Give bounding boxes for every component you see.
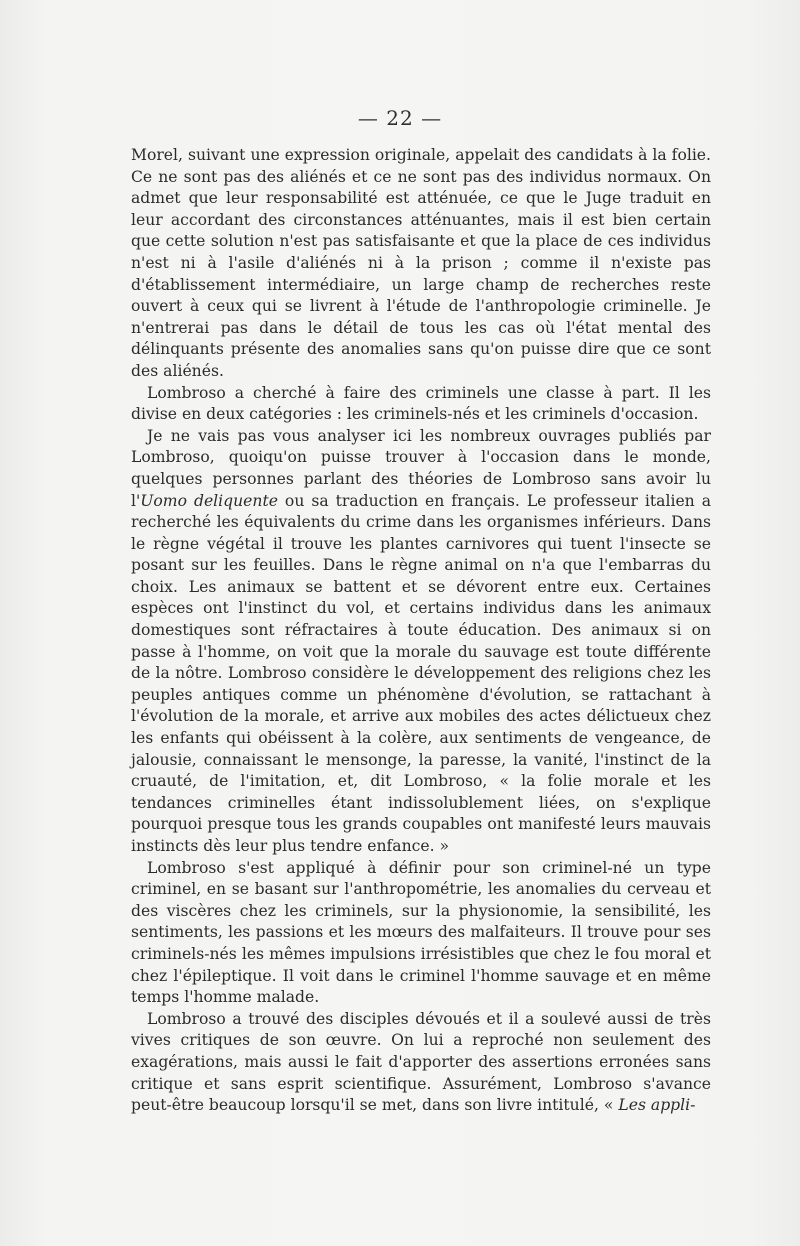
paragraph-lombroso-works bbox=[131, 426, 711, 858]
page-number: — 22 — bbox=[357, 106, 443, 130]
book-title-les-applications: Les appli- bbox=[618, 1096, 696, 1115]
paragraph-lombroso-works-rest: ou sa traduction en français. Le professeur italien a recherché les équivalents du crime dans les organismes inférieurs. Dans le règne végétal il trouve les plantes carnivores qui tuent l'insecte se posant sur les feuilles. Dans le règne animal on n'a que l'embarras du choix. Les animaux se battent et se dévorent entre eux. Certaines espèces ont l'instinct du vol, et certains individus dans les animaux domestiques sont réfractaires à toute éducation. Des animaux si on passe à l'homme, on voit que la morale du sauvage est toute différente de la nôtre. Lombroso considère le développement des religions chez les peuples antiques comme un phénomène d'évolution, se rattachant à l'évolution de la morale, et arrive aux mobiles des actes délictueux chez les enfants qui obéissent à la colère, aux sentiments de vengeance, de jalousie, connaissant le mensonge, la paresse, la vanité, l'instinct de la cruauté, de l'imitation, et, dit Lombroso, « la folie morale et les tendances criminelles étant indissolublement liées, on s'explique pourquoi presque tous les grands coupables ont manifesté leurs mauvais instincts dès leur plus tendre enfance. » bbox=[131, 491, 711, 855]
paragraph-lombroso-classes: Lombroso a cherché à faire des criminels une classe à part. Il les divise en deux catégories : les criminels-nés et les criminels d'occasion. bbox=[131, 383, 711, 424]
paragraph-lombroso-works-start: Je ne vais pas vous analyser ici les nombreux ouvrages publiés par Lombroso, quoiqu'on puisse trouver à l'occasion dans le monde, quelques personnes parlant des théories de Lombroso sans avoir lu l' bbox=[131, 426, 711, 510]
paragraph-criminal-type: Lombroso s'est appliqué à définir pour son criminel-né un type criminel, en se basant sur l'anthropométrie, les anomalies du cerveau et des viscères chez les criminels, sur la physionomie, la sensibilité, les sentiments, les passions et les mœurs des malfaiteurs. Il trouve pour ses criminels-nés les mêmes impulsions irrésistibles que chez le fou moral et chez l'épileptique. Il voit dans le criminel l'homme sauvage et en même temps l'homme malade. bbox=[131, 858, 711, 1007]
book-title-uomo-deliquente: Uomo deliquente bbox=[140, 491, 278, 510]
text-body bbox=[131, 145, 711, 1117]
paragraph-disciples bbox=[131, 1009, 711, 1117]
paragraph-disciples-text: Lombroso a trouvé des disciples dévoués et il a soulevé aussi de très vives critiques de son œuvre. On lui a reproché non seulement des exagérations, mais aussi le fait d'apporter des assertions erronées sans critique et sans esprit scientifique. Assurément, Lombroso s'avance peut-être beaucoup lorsqu'il se met, dans son livre intitulé, « bbox=[131, 1009, 711, 1115]
paragraph-morel: Morel, suivant une expression originale, appelait des candidats à la folie. Ce ne sont pas des aliénés et ce ne sont pas des individus normaux. On admet que leur responsabilité est atténuée, ce que le Juge traduit en leur accordant des circonstances atténuantes, mais il est bien certain que cette solution n'est pas satisfaisante et que la place de ces individus n'est ni à l'asile d'aliénés ni à la prison ; comme il n'existe pas d'établissement intermédiaire, un large champ de recherches reste ouvert à ceux qui se livrent à l'étude de l'anthropologie criminelle. Je n'entrerai pas dans le détail de tous les cas où l'état mental des délinquants présente des anomalies sans qu'on puisse dire que ce sont des aliénés. bbox=[131, 146, 711, 380]
